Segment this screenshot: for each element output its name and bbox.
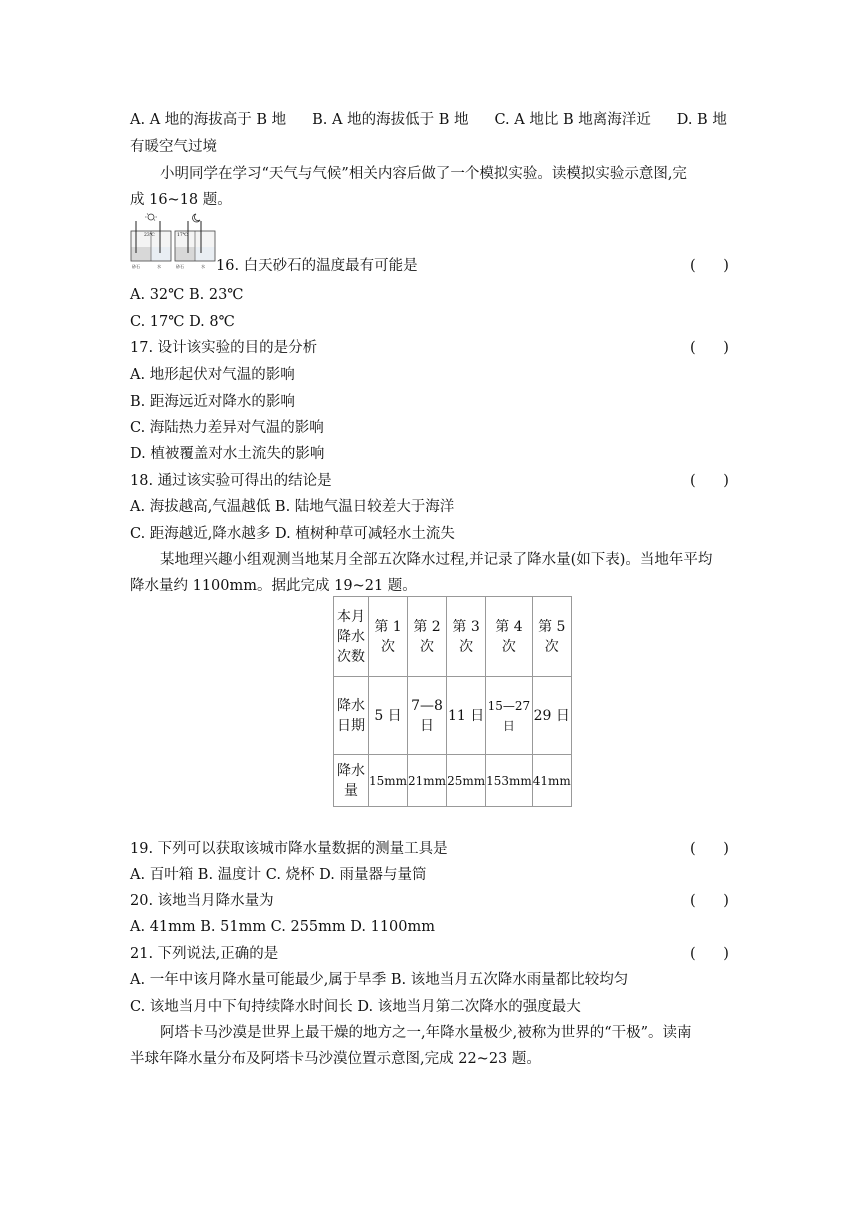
- table-cell: 第 5 次: [532, 597, 571, 677]
- q18-options-line1: A. 海拔越高,气温越低 B. 陆地气温日较差大于海洋: [130, 499, 455, 515]
- q17-stem: 17. 设计该实验的目的是分析: [130, 340, 318, 356]
- q15-options-row: [130, 110, 727, 130]
- intro-19-21-line2: 降水量约 1100mm。据此完成 19~21 题。: [130, 578, 417, 594]
- table-cell: 25mm: [447, 755, 486, 807]
- intro-22-23-line1: 阿塔卡马沙漠是世界上最干燥的地方之一,年降水量极少,被称为世界的“干极”。读南: [160, 1025, 692, 1041]
- table-cell: 降水日期: [334, 677, 369, 755]
- q19-options: A. 百叶箱 B. 温度计 C. 烧杯 D. 雨量器与量筒: [130, 867, 427, 883]
- q19-answer-blank: ( ): [690, 841, 729, 857]
- q15-option-d-continued: 有暖空气过境: [130, 139, 217, 155]
- night-label-sand: 砂石: [176, 264, 184, 269]
- experiment-figure: [130, 213, 216, 273]
- q15-option-b: B. A 地的海拔低于 B 地: [312, 112, 469, 128]
- q18-options-line2: C. 距海越近,降水越多 D. 植树种草可减轻水土流失: [130, 526, 455, 542]
- moon-icon: [193, 214, 200, 222]
- q16-options-line2: C. 17℃ D. 8℃: [130, 314, 235, 330]
- table-cell: 41mm: [532, 755, 571, 807]
- q17-option-d: D. 植被覆盖对水土流失的影响: [130, 446, 325, 462]
- intro-16-18-line1: 小明同学在学习“天气与气候”相关内容后做了一个模拟实验。读模拟实验示意图,完: [160, 166, 687, 182]
- q15-option-d: D. B 地: [676, 112, 727, 128]
- table-cell: 153mm: [486, 755, 533, 807]
- q19-stem: 19. 下列可以获取该城市降水量数据的测量工具是: [130, 841, 448, 857]
- q18-stem: 18. 通过该实验可得出的结论是: [130, 473, 332, 489]
- rainfall-table: [333, 596, 572, 807]
- table-cell: 29 日: [532, 677, 571, 755]
- q17-answer-blank: ( ): [690, 340, 729, 356]
- table-row: [334, 755, 572, 807]
- night-label-water: 水: [201, 264, 205, 269]
- table-cell: 15—27 日: [486, 677, 533, 755]
- table-cell: 15mm: [369, 755, 408, 807]
- q16-stem: 16. 白天砂石的温度最有可能是: [216, 258, 418, 274]
- q16-answer-blank: ( ): [690, 258, 729, 274]
- night-temp-label: 17℃: [177, 233, 188, 238]
- q20-stem: 20. 该地当月降水量为: [130, 893, 274, 909]
- sun-icon: [145, 213, 157, 221]
- day-temp-label: 23℃: [144, 233, 155, 238]
- table-cell: 本月降水次数: [334, 597, 369, 677]
- q20-answer-blank: ( ): [690, 893, 729, 909]
- table-cell: 第 3 次: [447, 597, 486, 677]
- table-cell: 第 4 次: [486, 597, 533, 677]
- q15-option-c: C. A 地比 B 地离海洋近: [494, 112, 651, 128]
- q21-options-line1: A. 一年中该月降水量可能最少,属于旱季 B. 该地当月五次降水雨量都比较均匀: [130, 972, 629, 988]
- table-cell: 5 日: [369, 677, 408, 755]
- q21-options-line2: C. 该地当月中下旬持续降水时间长 D. 该地当月第二次降水的强度最大: [130, 999, 581, 1015]
- q17-option-a: A. 地形起伏对气温的影响: [130, 367, 295, 383]
- day-label-water: 水: [157, 264, 161, 269]
- intro-19-21-line1: 某地理兴趣小组观测当地某月全部五次降水过程,并记录了降水量(如下表)。当地年平均: [160, 552, 713, 568]
- q21-stem: 21. 下列说法,正确的是: [130, 946, 279, 962]
- table-cell: 降水量: [334, 755, 369, 807]
- table-cell: 7—8 日: [408, 677, 447, 755]
- table-cell: 11 日: [447, 677, 486, 755]
- intro-16-18-line2: 成 16~18 题。: [130, 192, 232, 208]
- intro-22-23-line2: 半球年降水量分布及阿塔卡马沙漠位置示意图,完成 22~23 题。: [130, 1051, 541, 1067]
- q21-answer-blank: ( ): [690, 946, 729, 962]
- q16-options-line1: A. 32℃ B. 23℃: [130, 287, 244, 303]
- q15-option-a: A. A 地的海拔高于 B 地: [130, 112, 287, 128]
- table-cell: 第 1 次: [369, 597, 408, 677]
- day-label-sand: 砂石: [132, 264, 140, 269]
- table-cell: 21mm: [408, 755, 447, 807]
- q17-option-b: B. 距海远近对降水的影响: [130, 394, 295, 410]
- q17-option-c: C. 海陆热力差异对气温的影响: [130, 420, 324, 436]
- table-cell: 第 2 次: [408, 597, 447, 677]
- table-row: [334, 677, 572, 755]
- q20-options: A. 41mm B. 51mm C. 255mm D. 1100mm: [130, 919, 435, 935]
- q18-answer-blank: ( ): [690, 473, 729, 489]
- table-row: [334, 597, 572, 677]
